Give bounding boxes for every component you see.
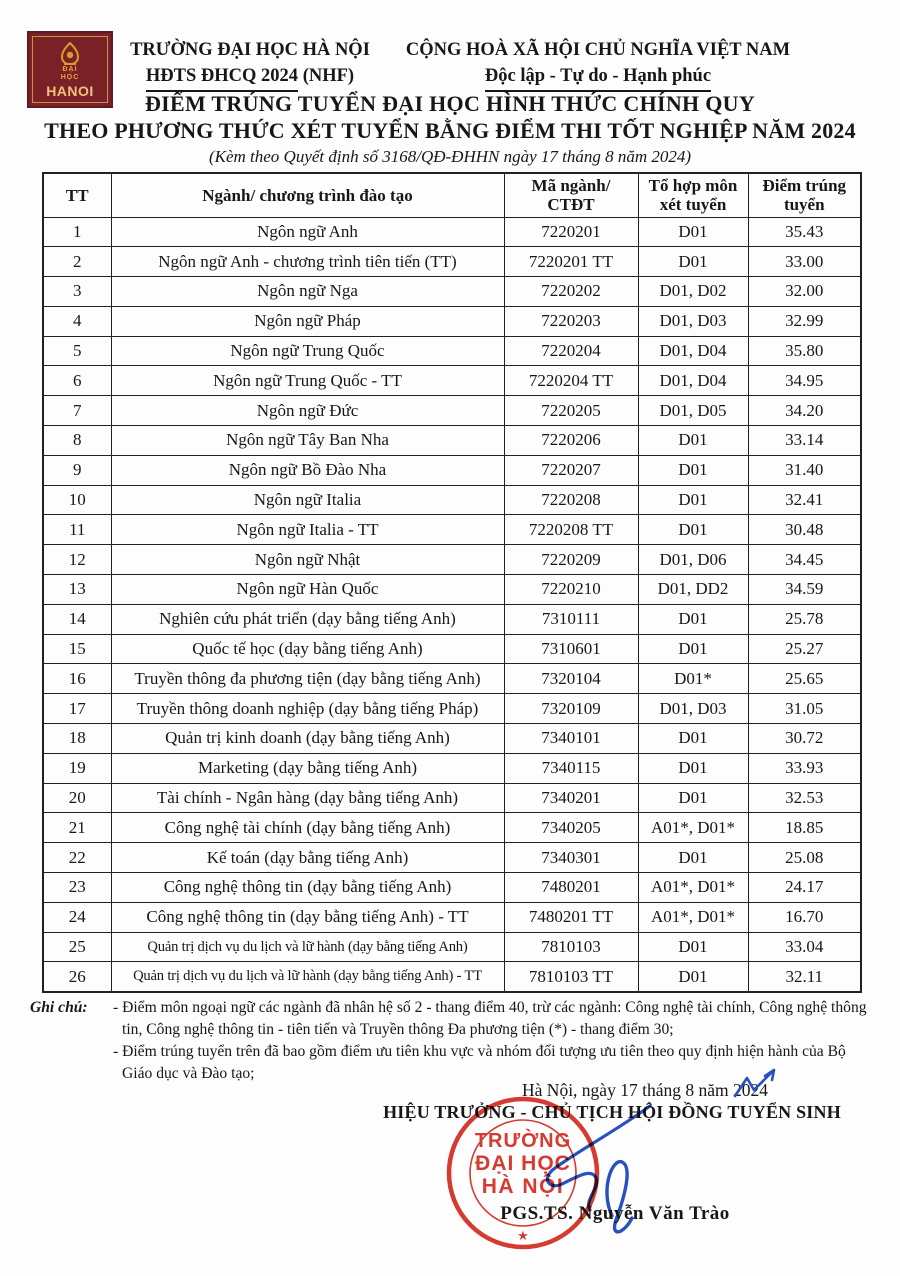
cutoff-score-cell: 33.04 — [748, 932, 861, 962]
major-name-cell: Công nghệ tài chính (dạy bằng tiếng Anh) — [111, 813, 504, 843]
major-name-cell: Quản trị dịch vụ du lịch và lữ hành (dạy bằng tiếng Anh) - TT — [111, 962, 504, 992]
issuer-subline — [100, 63, 400, 92]
row-index-cell: 20 — [43, 783, 111, 813]
table-row — [43, 664, 861, 694]
row-index-cell: 2 — [43, 247, 111, 277]
national-motto — [398, 63, 798, 92]
exam-combo-cell: D01, D04 — [638, 366, 748, 396]
notes-label: Ghi chú: — [30, 999, 88, 1016]
cutoff-score-cell: 16.70 — [748, 902, 861, 932]
major-name-cell: Truyền thông đa phương tiện (dạy bằng tiếng Anh) — [111, 664, 504, 694]
exam-combo-cell: D01, D02 — [638, 277, 748, 307]
major-code-cell: 7220208 TT — [504, 515, 638, 545]
document-title-block — [0, 90, 900, 168]
issuer-subline-underlined: HĐTS ĐHCQ 2024 — [146, 63, 298, 92]
university-emblem-icon — [57, 42, 83, 66]
header-diem: Điểm trúng tuyển — [748, 173, 861, 217]
cutoff-score-cell: 32.53 — [748, 783, 861, 813]
exam-combo-cell: D01 — [638, 634, 748, 664]
issuer-name: TRƯỜNG ĐẠI HỌC HÀ NỘI — [130, 40, 370, 60]
major-code-cell: 7220208 — [504, 485, 638, 515]
cutoff-score-cell: 33.93 — [748, 753, 861, 783]
table-row — [43, 604, 861, 634]
major-name-cell: Quản trị kinh doanh (dạy bằng tiếng Anh) — [111, 724, 504, 754]
stamp-center-line1: TRƯỜNG — [474, 1130, 572, 1152]
cutoff-score-cell: 34.20 — [748, 396, 861, 426]
exam-combo-cell: D01, D06 — [638, 545, 748, 575]
major-name-cell: Quốc tế học (dạy bằng tiếng Anh) — [111, 634, 504, 664]
cutoff-score-cell: 25.65 — [748, 664, 861, 694]
stamp-center-line2: ĐẠI HỌC — [475, 1152, 571, 1175]
major-name-cell: Ngôn ngữ Italia — [111, 485, 504, 515]
table-row — [43, 336, 861, 366]
stamp-center-line3: HÀ NỘI — [481, 1175, 565, 1198]
note-item: - Điểm môn ngoại ngữ các ngành đã nhân hệ số 2 - thang điểm 40, trừ các ngành: Công nghệ tài chính, Công nghệ thông tin, Công nghệ thông tin - tiên tiến và Truyền thông Đa phương tiện (*) - thang điểm 30; — [113, 999, 867, 1038]
exam-combo-cell: D01, D03 — [638, 306, 748, 336]
major-code-cell: 7220204 TT — [504, 366, 638, 396]
row-index-cell: 19 — [43, 753, 111, 783]
row-index-cell: 16 — [43, 664, 111, 694]
major-code-cell: 7320109 — [504, 694, 638, 724]
cutoff-score-cell: 25.27 — [748, 634, 861, 664]
table-row — [43, 575, 861, 605]
major-code-cell: 7340301 — [504, 843, 638, 873]
exam-combo-cell: D01, D04 — [638, 336, 748, 366]
cutoff-score-cell: 31.05 — [748, 694, 861, 724]
table-row — [43, 515, 861, 545]
document-title-line1: ĐIỂM TRÚNG TUYỂN ĐẠI HỌC HÌNH THỨC CHÍNH QUY — [144, 91, 756, 116]
cutoff-score-cell: 33.14 — [748, 426, 861, 456]
table-row — [43, 962, 861, 992]
row-index-cell: 23 — [43, 873, 111, 903]
row-index-cell: 12 — [43, 545, 111, 575]
major-code-cell: 7220202 — [504, 277, 638, 307]
cutoff-score-cell: 25.08 — [748, 843, 861, 873]
table-header-row — [43, 173, 861, 217]
exam-combo-cell: D01 — [638, 783, 748, 813]
cutoff-score-cell: 32.00 — [748, 277, 861, 307]
cutoff-score-cell: 33.00 — [748, 247, 861, 277]
table-row — [43, 396, 861, 426]
cutoff-score-cell: 32.99 — [748, 306, 861, 336]
row-index-cell: 18 — [43, 724, 111, 754]
cutoff-score-cell: 18.85 — [748, 813, 861, 843]
exam-combo-cell: D01 — [638, 217, 748, 247]
national-title: CỘNG HOÀ XÃ HỘI CHỦ NGHĨA VIỆT NAM — [405, 40, 791, 60]
table-row — [43, 902, 861, 932]
issuer-block — [100, 37, 400, 92]
major-code-cell: 7220209 — [504, 545, 638, 575]
cutoff-score-cell: 35.80 — [748, 336, 861, 366]
cutoff-score-cell: 34.95 — [748, 366, 861, 396]
exam-combo-cell: D01 — [638, 724, 748, 754]
major-name-cell: Ngôn ngữ Trung Quốc - TT — [111, 366, 504, 396]
major-name-cell: Ngôn ngữ Đức — [111, 396, 504, 426]
exam-combo-cell: D01 — [638, 753, 748, 783]
major-name-cell: Quản trị dịch vụ du lịch và lữ hành (dạy bằng tiếng Anh) — [111, 932, 504, 962]
major-code-cell: 7480201 — [504, 873, 638, 903]
row-index-cell: 15 — [43, 634, 111, 664]
exam-combo-cell: D01 — [638, 485, 748, 515]
cutoff-score-cell: 30.48 — [748, 515, 861, 545]
major-code-cell: 7220204 — [504, 336, 638, 366]
exam-combo-cell: D01 — [638, 962, 748, 992]
row-index-cell: 11 — [43, 515, 111, 545]
table-row — [43, 694, 861, 724]
document-title-line2: THEO PHƯƠNG THỨC XÉT TUYỂN BẰNG ĐIỂM THI TỐT NGHIỆP NĂM 2024 — [44, 118, 856, 143]
row-index-cell: 21 — [43, 813, 111, 843]
cutoff-score-cell: 25.78 — [748, 604, 861, 634]
major-name-cell: Ngôn ngữ Nhật — [111, 545, 504, 575]
major-code-cell: 7320104 — [504, 664, 638, 694]
cutoff-score-cell: 24.17 — [748, 873, 861, 903]
major-name-cell: Công nghệ thông tin (dạy bằng tiếng Anh) - TT — [111, 902, 504, 932]
exam-combo-cell: D01 — [638, 515, 748, 545]
major-code-cell: 7810103 — [504, 932, 638, 962]
place-date-line: Hà Nội, ngày 17 tháng 8 năm 2024 — [522, 1080, 768, 1100]
exam-combo-cell: D01 — [638, 426, 748, 456]
major-name-cell: Truyền thông doanh nghiệp (dạy bằng tiếng Pháp) — [111, 694, 504, 724]
row-index-cell: 4 — [43, 306, 111, 336]
major-code-cell: 7310111 — [504, 604, 638, 634]
major-name-cell: Ngôn ngữ Hàn Quốc — [111, 575, 504, 605]
major-code-cell: 7340205 — [504, 813, 638, 843]
major-name-cell: Công nghệ thông tin (dạy bằng tiếng Anh) — [111, 873, 504, 903]
table-row — [43, 634, 861, 664]
exam-combo-cell: A01*, D01* — [638, 873, 748, 903]
table-row — [43, 724, 861, 754]
table-row — [43, 455, 861, 485]
table-row — [43, 753, 861, 783]
major-name-cell: Ngôn ngữ Trung Quốc — [111, 336, 504, 366]
row-index-cell: 26 — [43, 962, 111, 992]
header-tt: TT — [43, 173, 111, 217]
logo-text-hanoi: HANOI — [46, 82, 94, 99]
exam-combo-cell: D01 — [638, 932, 748, 962]
exam-combo-cell: D01, DD2 — [638, 575, 748, 605]
table-row — [43, 932, 861, 962]
exam-combo-cell: D01 — [638, 247, 748, 277]
issuer-subline-rest: (NHF) — [298, 66, 355, 86]
document-subtitle: (Kèm theo Quyết định số 3168/QĐ-ĐHHN ngày 17 tháng 8 năm 2024) — [208, 147, 692, 166]
cutoff-score-cell: 31.40 — [748, 455, 861, 485]
major-code-cell: 7810103 TT — [504, 962, 638, 992]
major-name-cell: Marketing (dạy bằng tiếng Anh) — [111, 753, 504, 783]
row-index-cell: 3 — [43, 277, 111, 307]
exam-combo-cell: D01, D03 — [638, 694, 748, 724]
cutoff-score-cell: 32.11 — [748, 962, 861, 992]
table-row — [43, 843, 861, 873]
table-row — [43, 306, 861, 336]
table-row — [43, 217, 861, 247]
major-code-cell: 7480201 TT — [504, 902, 638, 932]
header-nganh: Ngành/ chương trình đào tạo — [111, 173, 504, 217]
row-index-cell: 25 — [43, 932, 111, 962]
table-row — [43, 366, 861, 396]
row-index-cell: 22 — [43, 843, 111, 873]
exam-combo-cell: D01, D05 — [638, 396, 748, 426]
row-index-cell: 14 — [43, 604, 111, 634]
signer-name: PGS.TS. Nguyễn Văn Trào — [500, 1203, 730, 1224]
national-motto-text: Độc lập - Tự do - Hạnh phúc — [485, 63, 711, 92]
row-index-cell: 17 — [43, 694, 111, 724]
major-code-cell: 7310601 — [504, 634, 638, 664]
table-row — [43, 873, 861, 903]
major-code-cell: 7220210 — [504, 575, 638, 605]
signer-role-line: HIỆU TRƯỞNG - CHỦ TỊCH HỘI ĐỒNG TUYỂN SINH — [383, 1102, 841, 1122]
row-index-cell: 6 — [43, 366, 111, 396]
major-code-cell: 7220207 — [504, 455, 638, 485]
national-motto-block — [398, 37, 798, 92]
major-name-cell: Ngôn ngữ Pháp — [111, 306, 504, 336]
exam-combo-cell: D01 — [638, 604, 748, 634]
major-code-cell: 7340101 — [504, 724, 638, 754]
logo-text-dai: ĐẠI — [62, 65, 78, 73]
logo-text-hoc: HỌC — [60, 73, 80, 81]
major-name-cell: Ngôn ngữ Italia - TT — [111, 515, 504, 545]
table-row — [43, 813, 861, 843]
major-name-cell: Ngôn ngữ Nga — [111, 277, 504, 307]
table-row — [43, 783, 861, 813]
exam-combo-cell: D01 — [638, 455, 748, 485]
exam-combo-cell: A01*, D01* — [638, 813, 748, 843]
major-code-cell: 7220205 — [504, 396, 638, 426]
major-name-cell: Tài chính - Ngân hàng (dạy bằng tiếng Anh) — [111, 783, 504, 813]
cutoff-score-cell: 34.45 — [748, 545, 861, 575]
table-row — [43, 426, 861, 456]
row-index-cell: 24 — [43, 902, 111, 932]
row-index-cell: 9 — [43, 455, 111, 485]
cutoff-score-cell: 35.43 — [748, 217, 861, 247]
row-index-cell: 7 — [43, 396, 111, 426]
major-code-cell: 7220201 — [504, 217, 638, 247]
row-index-cell: 13 — [43, 575, 111, 605]
row-index-cell: 10 — [43, 485, 111, 515]
blue-pen-checkmark-icon — [727, 1066, 783, 1106]
major-name-cell: Ngôn ngữ Anh — [111, 217, 504, 247]
cutoff-score-cell: 34.59 — [748, 575, 861, 605]
note-item: - Điểm trúng tuyển trên đã bao gồm điểm ưu tiên khu vực và nhóm đối tượng ưu tiên theo quy định hiện hành của Bộ Giáo dục và Đào tạo; — [113, 1043, 846, 1082]
row-index-cell: 8 — [43, 426, 111, 456]
exam-combo-cell: D01* — [638, 664, 748, 694]
major-name-cell: Kế toán (dạy bằng tiếng Anh) — [111, 843, 504, 873]
cutoff-score-cell: 30.72 — [748, 724, 861, 754]
major-name-cell: Nghiên cứu phát triển (dạy bằng tiếng Anh) — [111, 604, 504, 634]
header-to-hop: Tổ hợp môn xét tuyển — [638, 173, 748, 217]
stamp-star-icon: ★ — [517, 1228, 529, 1243]
row-index-cell: 5 — [43, 336, 111, 366]
admission-scores-table — [42, 172, 862, 993]
major-code-cell: 7340115 — [504, 753, 638, 783]
table-row — [43, 277, 861, 307]
table-row — [43, 485, 861, 515]
header-ma-nganh: Mã ngành/ CTĐT — [504, 173, 638, 217]
major-name-cell: Ngôn ngữ Tây Ban Nha — [111, 426, 504, 456]
major-code-cell: 7220206 — [504, 426, 638, 456]
major-name-cell: Ngôn ngữ Bồ Đào Nha — [111, 455, 504, 485]
major-code-cell: 7340201 — [504, 783, 638, 813]
exam-combo-cell: A01*, D01* — [638, 902, 748, 932]
major-code-cell: 7220201 TT — [504, 247, 638, 277]
major-name-cell: Ngôn ngữ Anh - chương trình tiên tiến (TT) — [111, 247, 504, 277]
cutoff-score-cell: 32.41 — [748, 485, 861, 515]
major-code-cell: 7220203 — [504, 306, 638, 336]
row-index-cell: 1 — [43, 217, 111, 247]
exam-combo-cell: D01 — [638, 843, 748, 873]
table-row — [43, 247, 861, 277]
table-row — [43, 545, 861, 575]
